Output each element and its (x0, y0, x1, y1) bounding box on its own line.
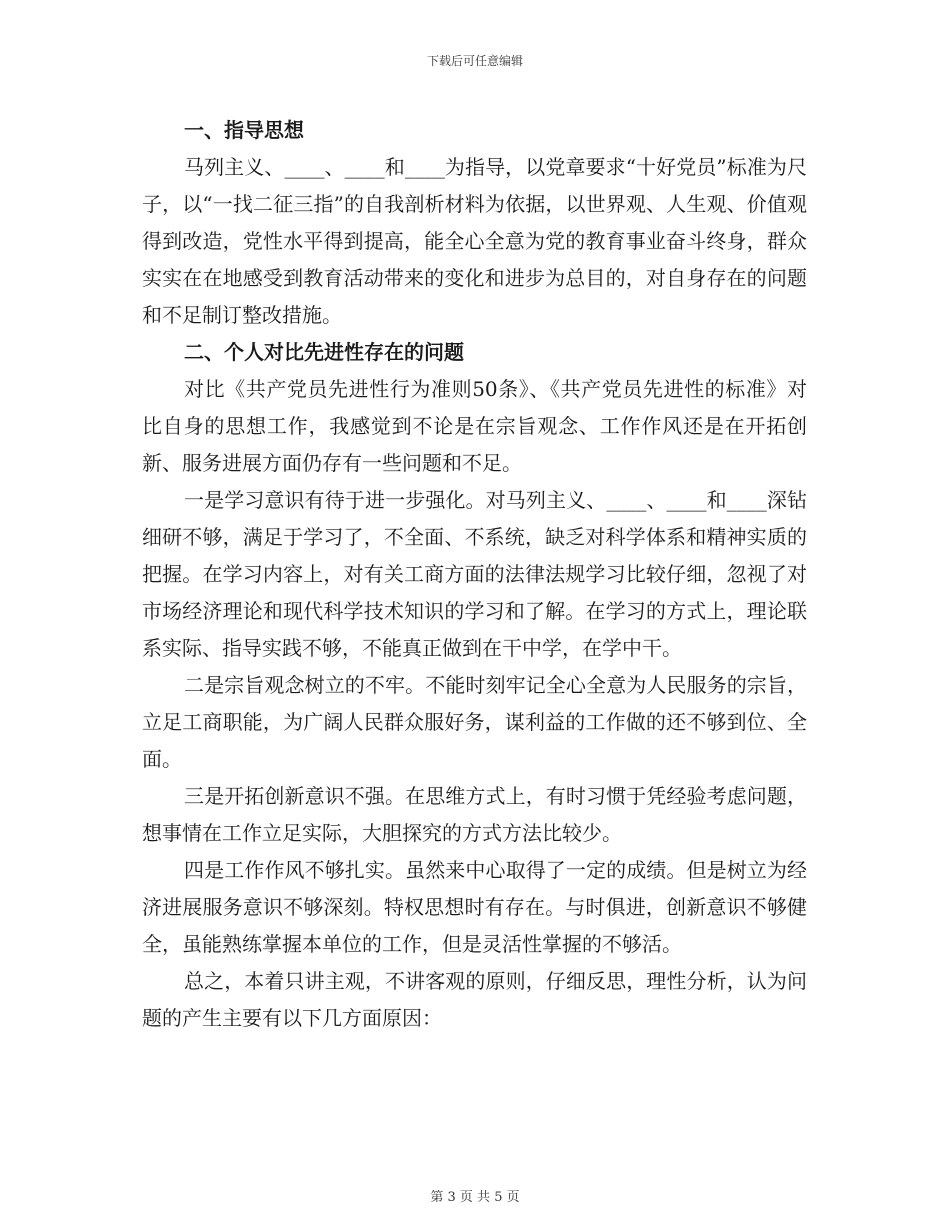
page-footer: 第 3 页 共 5 页 (430, 1190, 520, 1205)
section-heading-problems: 二、个人对比先进性存在的问题 (184, 340, 464, 364)
paragraph-problems-intro: 对比《共产党员先进性行为准则50条》、《共产党员先进性的标准》对比自身的思想工作，我感觉到不论是在宗旨观念、工作作风还是在开拓创新、服务进展方面仍存有一些问题和不足。 (142, 377, 807, 475)
paragraph-problem-3: 三是开拓创新意识不强。在思维方式上，有时习惯于凭经验考虑问题，想事情在工作立足实际，大胆探究的方式方法比较少。 (142, 784, 807, 845)
document-body (142, 112, 807, 1037)
section-heading-guiding-thought: 一、指导思想 (184, 118, 304, 142)
paragraph-problem-1: 一是学习意识有待于进一步强化。对马列主义、____、____和____深钻细研不够，满足于学习了，不全面、不系统，缺乏对科学体系和精神实质的把握。在学习内容上，对有关工商方面的法律法规学习比较仔细，忽视了对市场经济理论和现代科学技术知识的学习和了解。在学习的方式上，理论联系实际、指导实践不够，不能真正做到在干中学，在学中干。 (142, 488, 807, 660)
paragraph-summary: 总之，本着只讲主观，不讲客观的原则，仔细反思，理性分析，认为问题的产生主要有以下几方面原因： (142, 969, 807, 1030)
paragraph-problem-2: 二是宗旨观念树立的不牢。不能时刻牢记全心全意为人民服务的宗旨，立足工商职能，为广阔人民群众服好务，谋利益的工作做的还不够到位、全面。 (142, 673, 807, 771)
page-header: 下载后可任意编辑 (426, 54, 523, 68)
paragraph-problem-4: 四是工作作风不够扎实。虽然来中心取得了一定的成绩。但是树立为经济进展服务意识不够深刻。特权思想时有存在。与时俱进，创新意识不够健全，虽能熟练掌握本单位的工作，但是灵活性掌握的不够活。 (142, 858, 807, 956)
paragraph-guiding-thought: 马列主义、____、____和____为指导，以党章要求“十好党员”标准为尺子，以“一找二征三指”的自我剖析材料为依据，以世界观、人生观、价值观得到改造，党性水平得到提高，能全心全意为党的教育事业奋斗终身，群众实实在在地感受到教育活动带来的变化和进步为总目的，对自身存在的问题和不足制订整改措施。 (142, 155, 807, 327)
